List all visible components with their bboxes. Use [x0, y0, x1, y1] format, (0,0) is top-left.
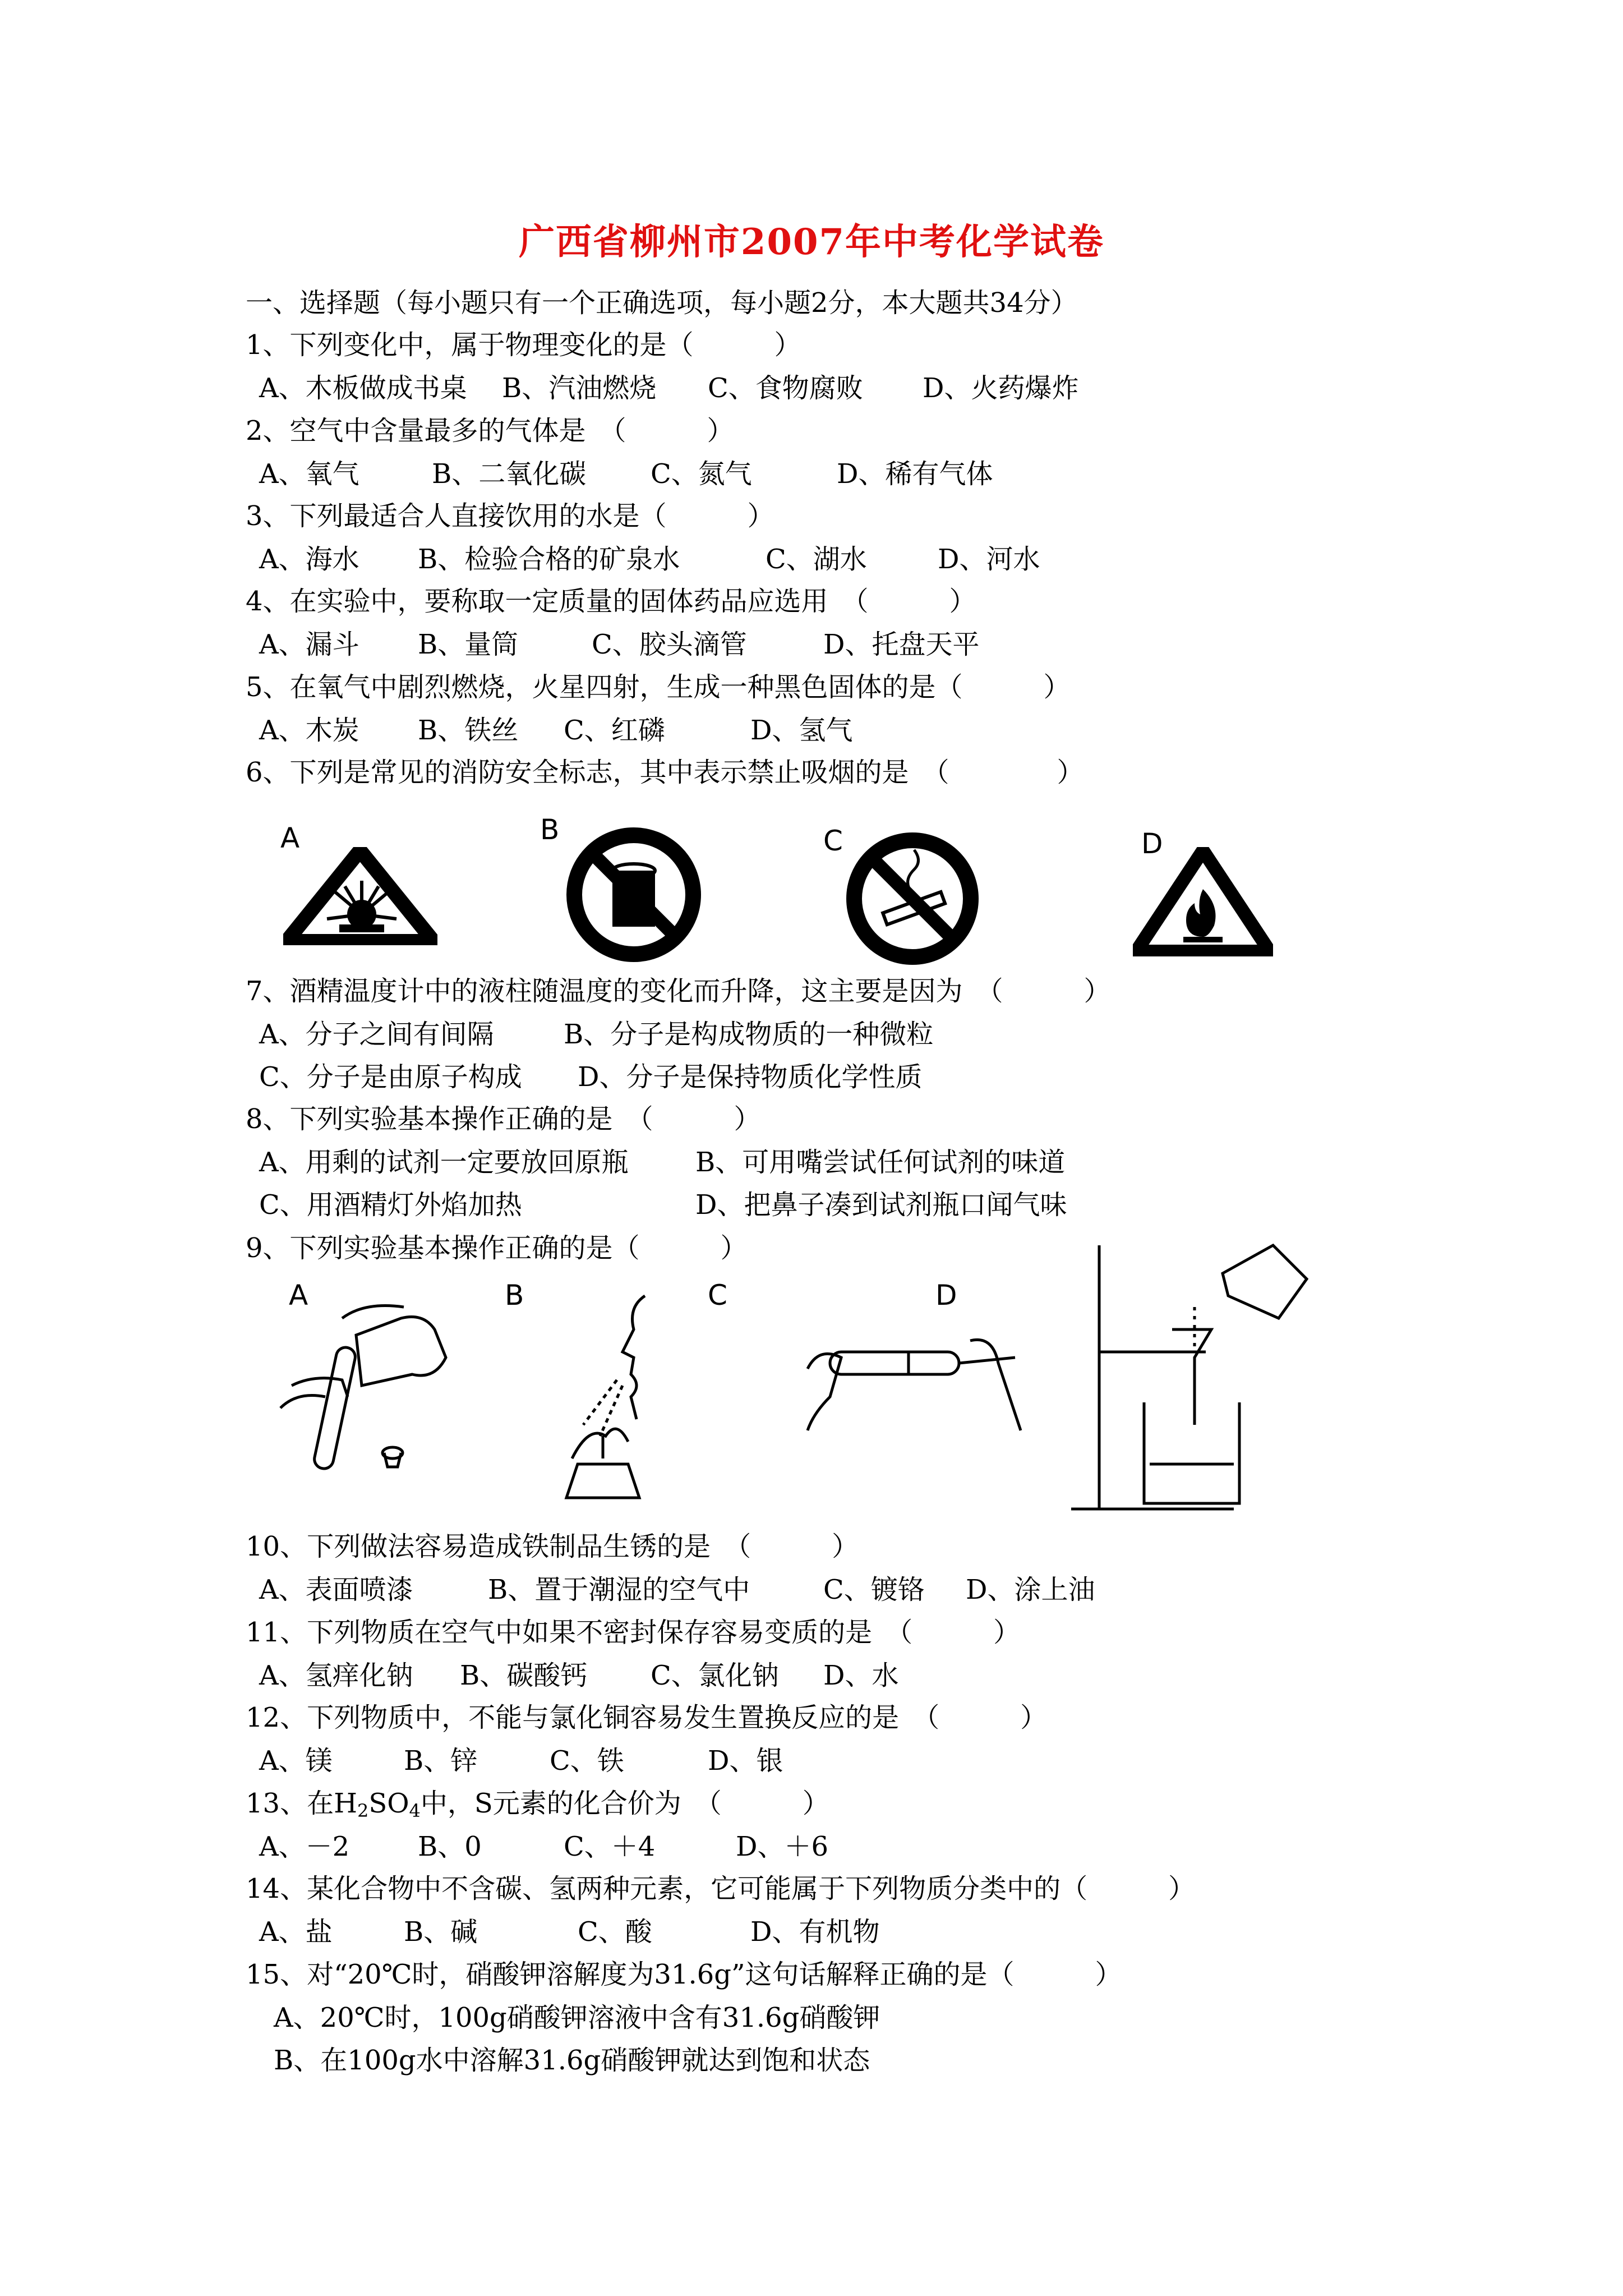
heating-test-tube-figure — [796, 1307, 1032, 1436]
q5-option-b: B、铁丝 — [418, 715, 519, 746]
question-6: 6、下列是常见的消防安全标志，其中表示禁止吸烟的是 （ ） — [246, 757, 1084, 788]
q5-option-c: C、红磷 — [564, 715, 665, 746]
no-flammable-storage-sign-icon — [564, 825, 704, 965]
question-10: 10、下列做法容易造成铁制品生锈的是 （ ） — [246, 1531, 859, 1562]
sign-label-d: D — [1141, 827, 1163, 860]
question-7: 7、酒精温度计中的液柱随温度的变化而升降，这主要是因为 （ ） — [246, 976, 1111, 1007]
q1-option-a: A、木板做成书桌 — [259, 372, 467, 404]
q3-option-c: C、湖水 — [766, 544, 867, 575]
q1-option-d: D、火药爆炸 — [923, 372, 1079, 404]
question-14: 14、某化合物中不含碳、氢两种元素，它可能属于下列物质分类中的（ ） — [246, 1873, 1196, 1904]
q14-option-a: A、盐 — [259, 1916, 333, 1948]
q10-option-b: B、置于潮湿的空气中 — [488, 1574, 750, 1605]
q8-option-d: D、把鼻子凑到试剂瓶口闻气味 — [695, 1189, 1067, 1221]
question-8: 8、下列实验基本操作正确的是 （ ） — [246, 1103, 761, 1135]
q13-sub-2: 4 — [409, 1800, 421, 1821]
q11-option-d: D、水 — [823, 1660, 899, 1691]
q13-sub-1: 2 — [357, 1800, 369, 1821]
question-1: 1、下列变化中，属于物理变化的是（ ） — [246, 329, 801, 361]
filtration-apparatus-figure — [1066, 1240, 1329, 1520]
q8-option-c: C、用酒精灯外焰加热 — [259, 1189, 522, 1221]
flammable-warning-sign-icon — [1133, 847, 1273, 956]
q8-option-b: B、可用嘴尝试任何试剂的味道 — [695, 1147, 1066, 1178]
q2-option-a: A、氧气 — [259, 458, 359, 490]
q5-option-a: A、木炭 — [259, 715, 359, 746]
figure-label-b: B — [505, 1279, 524, 1312]
q1-option-b: B、汽油燃烧 — [502, 372, 657, 404]
q10-option-c: C、镀铬 — [823, 1574, 925, 1605]
q7-option-b: B、分子是构成物质的一种微粒 — [564, 1019, 934, 1050]
q13-stem-mid: SO — [368, 1788, 409, 1819]
figure-label-a: A — [289, 1279, 308, 1312]
q4-option-d: D、托盘天平 — [823, 629, 980, 660]
question-15: 15、对“20℃时，硝酸钾溶解度为31.6g”这句话解释正确的是（ ） — [246, 1959, 1122, 1990]
question-2: 2、空气中含量最多的气体是 （ ） — [246, 415, 734, 447]
q8-option-a: A、用剩的试剂一定要放回原瓶 — [259, 1147, 629, 1178]
q4-option-c: C、胶头滴管 — [592, 629, 747, 660]
q11-option-b: B、碳酸钙 — [460, 1660, 588, 1691]
q10-option-d: D、涂上油 — [966, 1574, 1095, 1605]
q13-option-b: B、0 — [418, 1831, 482, 1862]
figure-label-d: D — [935, 1279, 957, 1312]
question-4: 4、在实验中，要称取一定质量的固体药品应选用 （ ） — [246, 586, 976, 617]
q14-option-b: B、碱 — [404, 1916, 478, 1948]
question-3: 3、下列最适合人直接饮用的水是（ ） — [246, 500, 774, 532]
figure-label-c: C — [708, 1279, 727, 1312]
pouring-reagent-figure — [258, 1296, 460, 1487]
q3-option-a: A、海水 — [259, 544, 359, 575]
explosion-warning-sign-icon — [283, 847, 437, 945]
q12-option-b: B、锌 — [404, 1745, 478, 1777]
q13-option-a: A、－2 — [259, 1831, 350, 1862]
q15-option-a: A、20℃时，100g硝酸钾溶液中含有31.6g硝酸钾 — [274, 2002, 880, 2033]
q13-option-c: C、＋4 — [564, 1831, 656, 1862]
q12-option-d: D、银 — [708, 1745, 783, 1777]
q13-stem-pre: 13、在H — [246, 1788, 357, 1819]
q14-option-d: D、有机物 — [750, 1916, 880, 1948]
page-title: 广西省柳州市2007年中考化学试卷 — [518, 221, 1105, 263]
q7-option-c: C、分子是由原子构成 — [259, 1061, 522, 1093]
q1-option-c: C、食物腐败 — [708, 372, 863, 404]
question-11: 11、下列物质在空气中如果不密封保存容易变质的是 （ ） — [246, 1617, 1021, 1648]
q12-option-c: C、铁 — [550, 1745, 624, 1777]
no-smoking-sign-icon — [844, 830, 981, 968]
question-9: 9、下列实验基本操作正确的是（ ） — [246, 1232, 748, 1264]
q10-option-a: A、表面喷漆 — [259, 1574, 413, 1605]
q12-option-a: A、镁 — [259, 1745, 333, 1777]
q11-option-a: A、氢痒化钠 — [259, 1660, 413, 1691]
section-heading: 一、选择题（每小题只有一个正确选项，每小题2分，本大题共34分） — [246, 287, 1078, 319]
q3-option-b: B、检验合格的矿泉水 — [418, 544, 680, 575]
q13-option-d: D、＋6 — [736, 1831, 829, 1862]
sign-label-c: C — [823, 825, 843, 857]
question-12: 12、下列物质中，不能与氯化铜容易发生置换反应的是 （ ） — [246, 1702, 1048, 1733]
q14-option-c: C、酸 — [578, 1916, 652, 1948]
q15-option-b: B、在100g水中溶解31.6g硝酸钾就达到饱和状态 — [274, 2045, 870, 2076]
q5-option-d: D、氢气 — [750, 715, 853, 746]
smelling-gas-figure — [550, 1290, 673, 1503]
q2-option-d: D、稀有气体 — [837, 458, 993, 490]
q2-option-b: B、二氧化碳 — [432, 458, 587, 490]
q11-option-c: C、氯化钠 — [651, 1660, 779, 1691]
q4-option-b: B、量筒 — [418, 629, 519, 660]
sign-label-a: A — [280, 822, 300, 854]
q7-option-a: A、分子之间有间隔 — [259, 1019, 494, 1050]
q4-option-a: A、漏斗 — [259, 629, 359, 660]
q7-option-d: D、分子是保持物质化学性质 — [578, 1061, 923, 1093]
sign-label-b: B — [540, 813, 560, 846]
q2-option-c: C、氮气 — [651, 458, 752, 490]
question-13 — [246, 1787, 829, 1828]
q3-option-d: D、河水 — [938, 544, 1040, 575]
question-5: 5、在氧气中剧烈燃烧，火星四射，生成一种黑色固体的是（ ） — [246, 671, 1071, 703]
q13-stem-post: 中，S元素的化合价为 （ ） — [420, 1788, 829, 1819]
